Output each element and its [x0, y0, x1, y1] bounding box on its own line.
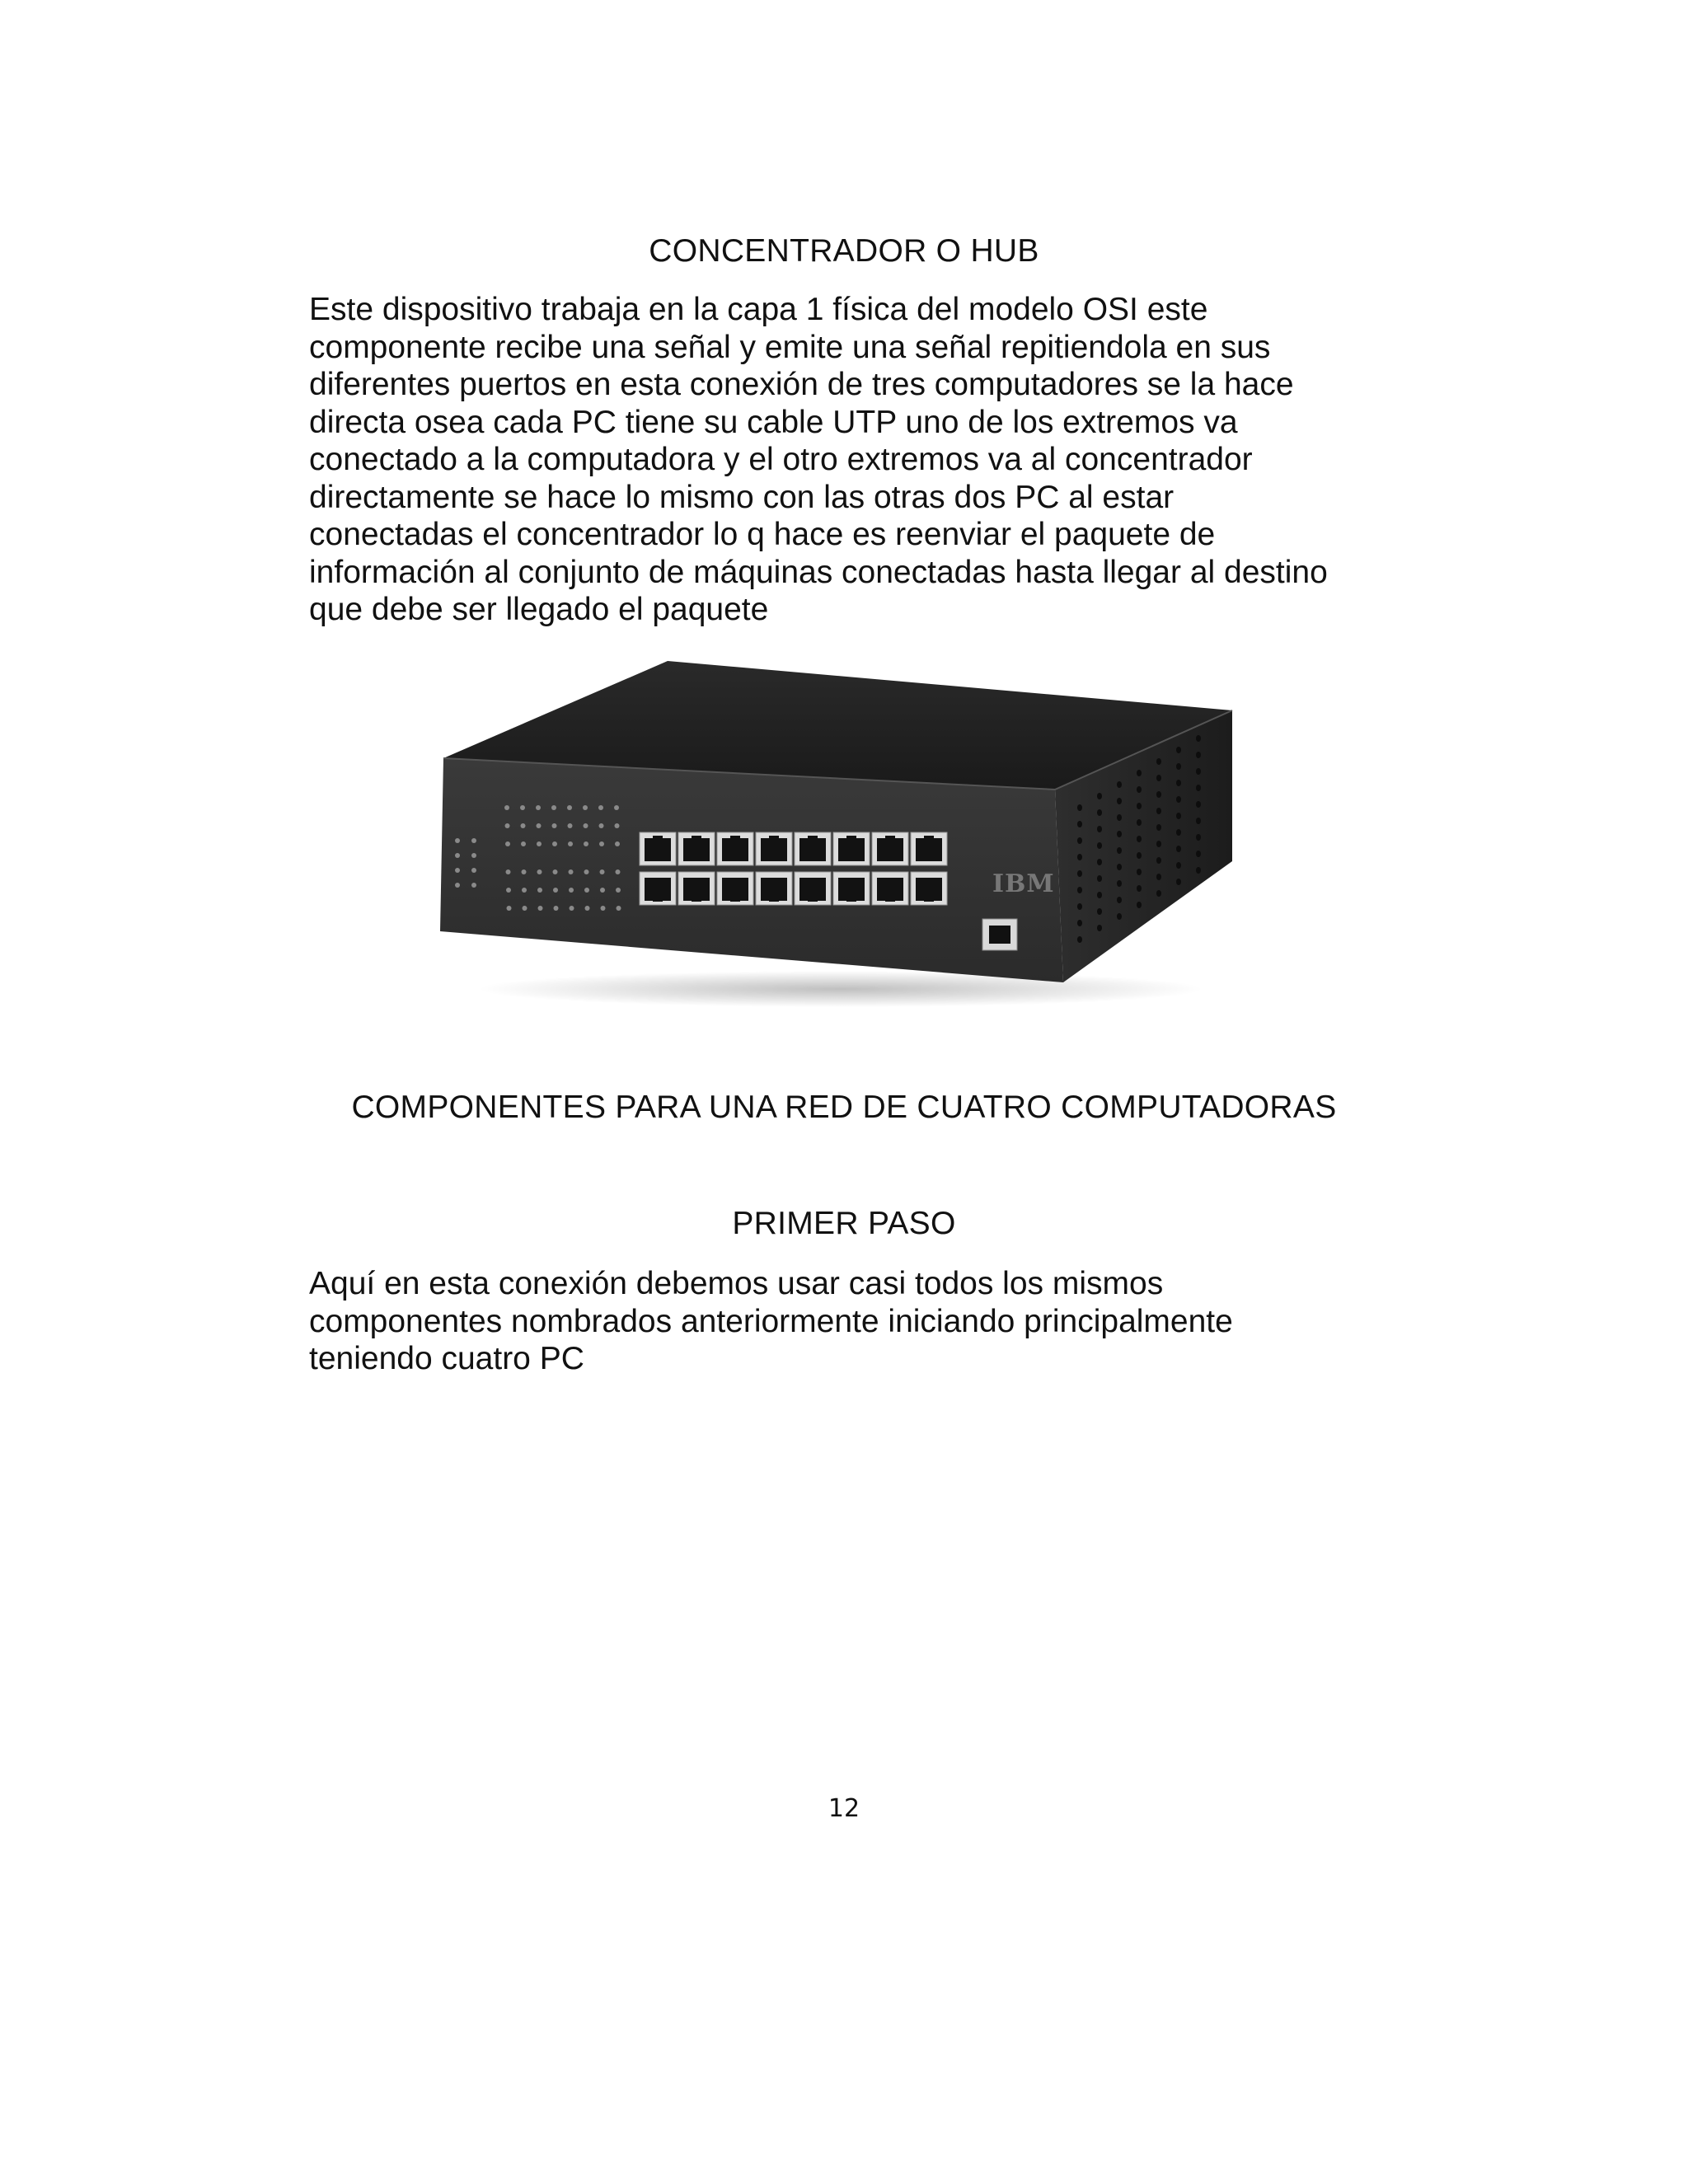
vent-hole [1176, 829, 1181, 836]
vent-hole [1117, 847, 1122, 854]
hub-front-face [440, 758, 1063, 982]
vent-hole [1156, 824, 1161, 831]
status-led [600, 888, 605, 893]
power-led [471, 853, 476, 858]
status-led [584, 823, 588, 828]
ethernet-port [756, 832, 792, 865]
ethernet-port [717, 872, 753, 905]
section-heading-first-step: PRIMER PASO [732, 1206, 956, 1241]
vent-hole [1156, 874, 1161, 880]
ethernet-port [640, 832, 676, 865]
power-led [455, 883, 460, 888]
ethernet-port [872, 832, 908, 865]
vent-hole [1077, 821, 1082, 827]
vent-hole [1117, 814, 1122, 821]
vent-hole [1176, 813, 1181, 819]
ethernet-port [717, 832, 753, 865]
vent-hole [1117, 864, 1122, 870]
status-led [585, 906, 590, 911]
vent-hole [1156, 808, 1161, 814]
status-led [506, 888, 511, 893]
status-led [553, 869, 558, 874]
status-led [504, 805, 509, 810]
status-led [522, 869, 527, 874]
vent-hole [1137, 819, 1142, 826]
status-led [614, 805, 619, 810]
hub-illustration [429, 651, 1253, 1014]
hub-photo [429, 651, 1253, 1014]
vent-hole [1137, 836, 1142, 842]
vent-hole [1156, 841, 1161, 847]
ethernet-port [678, 872, 715, 905]
vent-hole [1097, 892, 1102, 898]
section-heading-hub: CONCENTRADOR O HUB [649, 233, 1039, 269]
status-led [537, 823, 542, 828]
section-heading-components: COMPONENTES PARA UNA RED DE CUATRO COMPUTADORAS [351, 1090, 1337, 1125]
vent-hole [1196, 867, 1201, 874]
vent-hole [1196, 735, 1201, 742]
vent-hole [1077, 837, 1082, 844]
status-led [520, 805, 525, 810]
vent-hole [1196, 801, 1201, 808]
status-led [599, 823, 604, 828]
vent-hole [1077, 920, 1082, 926]
ethernet-port [756, 872, 792, 905]
vent-hole [1137, 786, 1142, 793]
vent-hole [1097, 875, 1102, 882]
vent-hole [1097, 826, 1102, 832]
status-led [567, 805, 572, 810]
hub-description-paragraph: Este dispositivo trabaja en la capa 1 física del modelo OSI este componente recibe una señal y emite una señal repitiendola en sus diferentes puertos en esta conexión de tres computadores se la hace directa osea cada PC tiene su cable UTP uno de los extremos va conectado a la computadora y el otro extremos va al concentrador directamente se hace lo mismo con las otras dos PC al estar conectadas el concentrador lo q hace es reenviar el paquete de información al conjunto de máquinas conectadas hasta llegar al destino que debe ser llegado el paquete [309, 292, 1328, 627]
vent-hole [1176, 862, 1181, 869]
ibm-logo: IBM [992, 869, 1055, 898]
page-number: 12 [828, 1794, 860, 1823]
status-led [569, 869, 574, 874]
ethernet-port [833, 872, 870, 905]
vent-hole [1196, 818, 1201, 824]
status-led [537, 888, 542, 893]
status-led [568, 823, 573, 828]
ethernet-port [911, 872, 947, 905]
status-led [505, 823, 510, 828]
status-led [506, 869, 511, 874]
status-led [617, 906, 621, 911]
vent-hole [1176, 846, 1181, 852]
power-led [471, 838, 476, 843]
vent-hole [1176, 879, 1181, 885]
vent-hole [1097, 925, 1102, 931]
vent-hole [1117, 781, 1122, 788]
vent-hole [1137, 885, 1142, 892]
status-led [551, 805, 556, 810]
status-led [584, 869, 589, 874]
status-led [616, 869, 621, 874]
vent-hole [1117, 913, 1122, 920]
vent-hole [1097, 859, 1102, 865]
status-led [598, 805, 603, 810]
shadow [478, 971, 1203, 1007]
status-led [521, 841, 526, 846]
vent-hole [1196, 768, 1201, 775]
status-led [570, 906, 574, 911]
vent-hole [1077, 903, 1082, 910]
status-led [552, 841, 557, 846]
vent-hole [1137, 869, 1142, 875]
vent-hole [1077, 870, 1082, 877]
ethernet-port [678, 832, 715, 865]
status-led [583, 805, 588, 810]
vent-hole [1196, 785, 1201, 791]
power-led [455, 868, 460, 873]
status-led [553, 888, 558, 893]
vent-hole [1117, 831, 1122, 837]
status-led [599, 841, 604, 846]
status-led [584, 888, 589, 893]
status-led [615, 823, 620, 828]
status-led [538, 906, 543, 911]
vent-hole [1117, 897, 1122, 903]
vent-hole [1077, 804, 1082, 811]
vent-hole [1196, 834, 1201, 841]
status-led [505, 841, 510, 846]
status-led [537, 869, 542, 874]
first-step-paragraph: Aquí en esta conexión debemos usar casi todos los mismos componentes nombrados anteriormente iniciando principalmente teniendo cuatro PC [309, 1266, 1233, 1376]
vent-hole [1176, 747, 1181, 753]
vent-hole [1176, 763, 1181, 770]
uplink-port [982, 919, 1017, 950]
status-led [568, 841, 573, 846]
status-led [521, 823, 526, 828]
ethernet-port [795, 872, 831, 905]
vent-hole [1077, 887, 1082, 893]
power-led [471, 883, 476, 888]
ethernet-port [795, 832, 831, 865]
ethernet-port [640, 872, 676, 905]
status-led [600, 869, 605, 874]
ethernet-port [872, 872, 908, 905]
vent-hole [1196, 752, 1201, 758]
vent-hole [1137, 902, 1142, 908]
status-led [536, 805, 541, 810]
vent-hole [1137, 770, 1142, 776]
ethernet-port [911, 832, 947, 865]
status-led [523, 906, 528, 911]
vent-hole [1156, 890, 1161, 897]
vent-hole [1156, 758, 1161, 765]
vent-hole [1156, 791, 1161, 798]
status-led [569, 888, 574, 893]
vent-hole [1077, 854, 1082, 860]
vent-hole [1176, 780, 1181, 786]
vent-hole [1097, 809, 1102, 816]
status-led [601, 906, 606, 911]
ethernet-port [833, 832, 870, 865]
status-led [552, 823, 557, 828]
vent-hole [1097, 908, 1102, 915]
status-led [615, 841, 620, 846]
vent-hole [1176, 796, 1181, 803]
vent-hole [1097, 842, 1102, 849]
power-led [455, 853, 460, 858]
status-led [584, 841, 588, 846]
status-led [554, 906, 559, 911]
vent-hole [1156, 775, 1161, 781]
vent-hole [1117, 880, 1122, 887]
power-led [455, 838, 460, 843]
vent-hole [1097, 793, 1102, 799]
vent-hole [1117, 798, 1122, 804]
vent-hole [1156, 857, 1161, 864]
status-led [537, 841, 542, 846]
vent-hole [1077, 936, 1082, 943]
vent-hole [1137, 803, 1142, 809]
vent-hole [1196, 851, 1201, 857]
status-led [507, 906, 512, 911]
status-led [616, 888, 621, 893]
power-led [471, 868, 476, 873]
vent-hole [1137, 852, 1142, 859]
status-led [522, 888, 527, 893]
